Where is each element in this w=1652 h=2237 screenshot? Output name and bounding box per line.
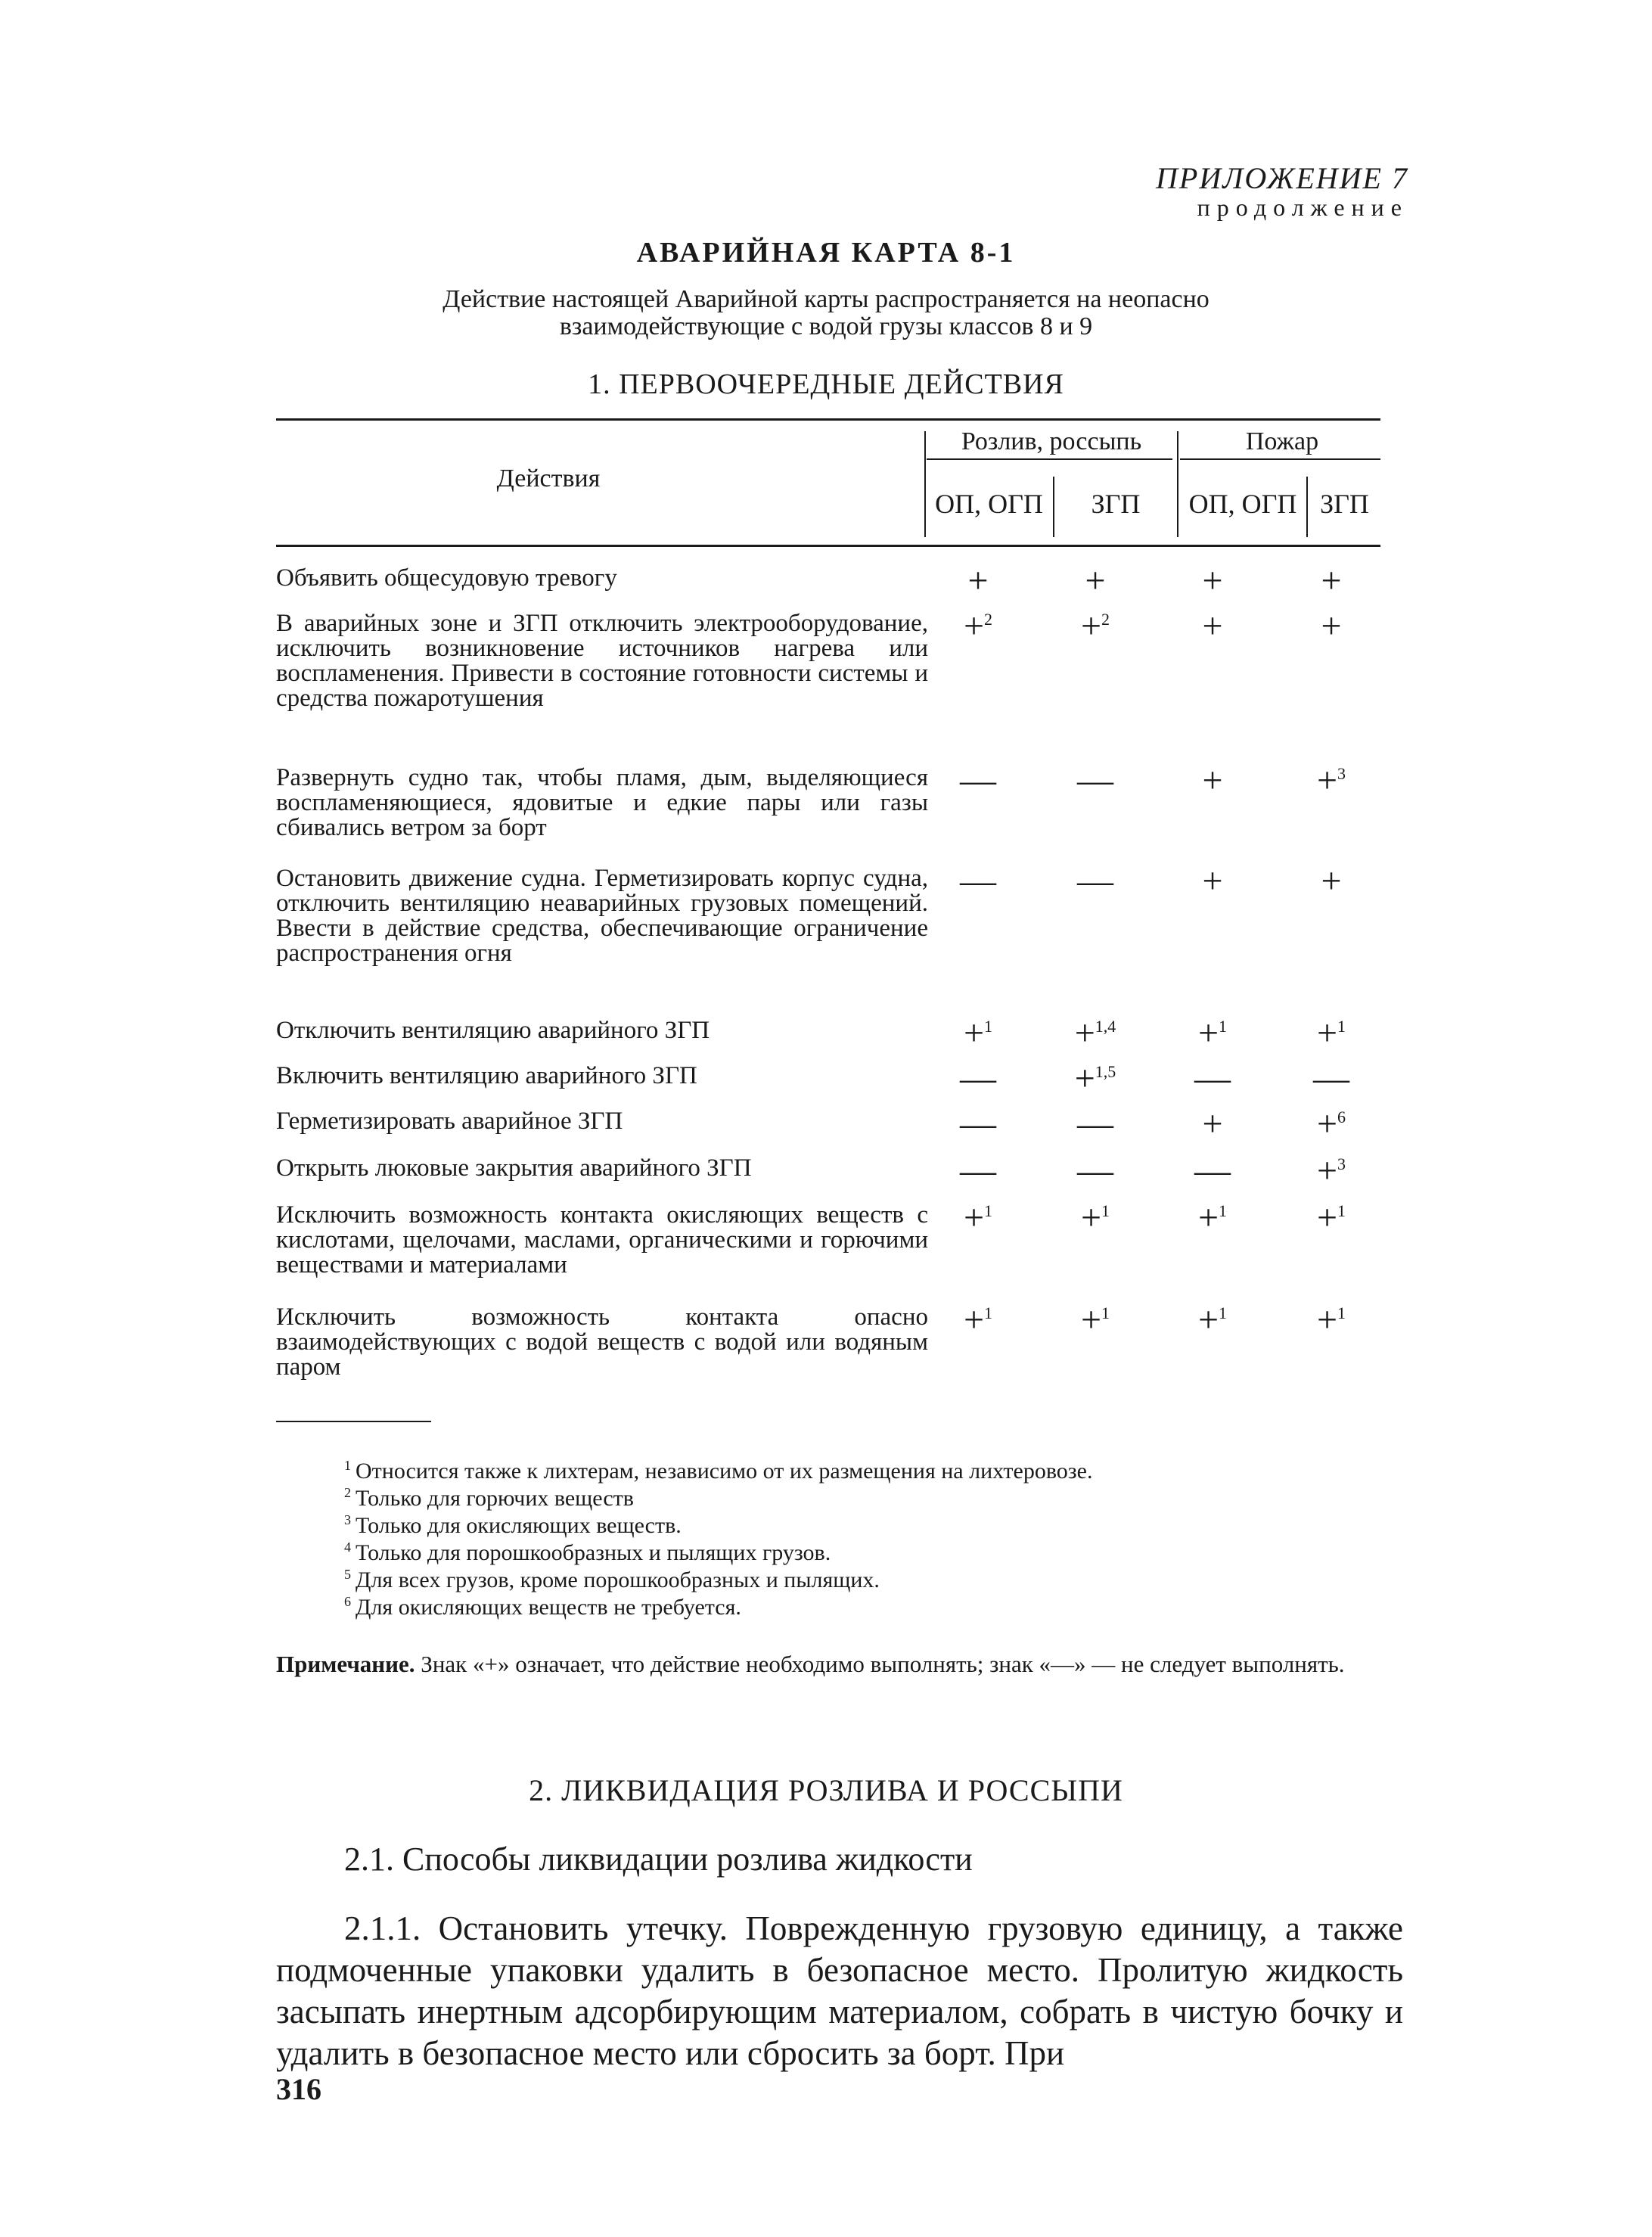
cell-fire-zgp: +$^1$ (1316, 1300, 1346, 1340)
cell-fire-zgp: +$^1$ (1316, 1198, 1346, 1238)
page-number: 316 (276, 2072, 321, 2106)
cell-spill-zgp: — (1077, 1104, 1113, 1144)
cell-spill-op: +$^1$ (963, 1300, 993, 1340)
footnote: $^2$ Только для горючих веществ (344, 1485, 634, 1511)
cell-fire-zgp: +$^1$ (1316, 1013, 1346, 1053)
cell-spill-zgp: — (1077, 861, 1113, 901)
cell-fire-op: — (1194, 1151, 1231, 1191)
cell-spill-zgp: +$^{1,5}$ (1074, 1058, 1116, 1098)
footnote: $^3$ Только для окисляющих веществ. (344, 1512, 682, 1538)
card-title: АВАРИЙНАЯ КАРТА 8-1 (636, 237, 1016, 269)
spill-zgp-header: ЗГП (1091, 489, 1141, 519)
cell-spill-op: — (960, 760, 996, 800)
footnote: $^5$ Для всех грузов, кроме порошкообразных и пылящих. (344, 1567, 880, 1592)
table-vline-4 (1306, 477, 1308, 537)
table-row-action: Герметизировать аварийное ЗГП (276, 1108, 623, 1135)
cell-spill-op: — (960, 1058, 996, 1098)
table-row-action: Объявить общесудовую тревогу (276, 564, 617, 592)
appendix-label: ПРИЛОЖЕНИЕ 7 (1156, 161, 1408, 195)
note (276, 1651, 1411, 1678)
table-row-action: Включить вентиляцию аварийного ЗГП (276, 1062, 697, 1089)
cell-fire-zgp: + (1321, 861, 1342, 901)
cell-fire-zgp: +$^3$ (1316, 1151, 1346, 1191)
table-top-rule (276, 418, 1380, 421)
cell-fire-op: — (1194, 1058, 1231, 1098)
section-1-title: 1. ПЕРВООЧЕРЕДНЫЕ ДЕЙСТВИЯ (588, 368, 1064, 400)
footnote: $^1$ Относится также к лихтерам, независимо от их размещения на лихтеровозе. (344, 1458, 1093, 1484)
col-actions-header: Действия (496, 464, 601, 492)
intro-line-1: Действие настоящей Аварийной карты распространяется на неопасно (442, 285, 1210, 313)
continuation-label: продолжение (1197, 194, 1408, 221)
table-header-rule (276, 545, 1380, 547)
spill-group-rule (927, 458, 1172, 460)
fire-op-ogp-header: ОП, ОГП (1188, 489, 1297, 519)
cell-fire-op: + (1202, 760, 1223, 800)
table-row-action: Развернуть судно так, чтобы пламя, дым, выделяющиеся воспламеняющиеся, ядовитые и едкие пары или газы сбивались ветром за борт (276, 764, 928, 841)
cell-spill-zgp: + (1085, 561, 1106, 601)
table-vline-2 (1053, 477, 1054, 537)
note-label: Примечание. (276, 1651, 415, 1677)
note-text: Знак «+» означает, что действие необходимо выполнять; знак «—» — не следует выполнять. (415, 1651, 1345, 1677)
cell-spill-zgp: +$^1$ (1080, 1300, 1110, 1340)
cell-spill-zgp: +$^{1,4}$ (1074, 1013, 1116, 1053)
spill-group-header: Розлив, россыпь (961, 427, 1142, 455)
footnote: $^4$ Только для порошкообразных и пылящих грузов. (344, 1539, 831, 1565)
table-row-action: В аварийных зоне и ЗГП отключить электрооборудование, исключить возникновение источников нагрева или воспламенения. Привести в состояние готовности системы и средства пожаротушения (276, 610, 928, 712)
intro-text (0, 286, 1652, 340)
footnote: $^6$ Для окисляющих веществ не требуется. (344, 1594, 741, 1620)
cell-spill-op: +$^2$ (963, 606, 993, 646)
section-2-title: 2. ЛИКВИДАЦИЯ РОЗЛИВА И РОССЫПИ (529, 1773, 1123, 1807)
cell-spill-op: — (960, 1151, 996, 1191)
cell-fire-zgp: +$^3$ (1316, 760, 1346, 800)
table-row-action: Остановить движение судна. Герметизировать корпус судна, отключить вентиляцию неаварийных грузовых помещений. Ввести в действие средства, обеспечивающие ограничение распространения огня (276, 865, 928, 967)
fire-group-rule (1180, 458, 1380, 460)
table-row-action: Отключить вентиляцию аварийного ЗГП (276, 1017, 710, 1044)
cell-fire-op: +$^1$ (1197, 1198, 1228, 1238)
cell-fire-op: +$^1$ (1197, 1300, 1228, 1340)
cell-fire-zgp: + (1321, 561, 1342, 601)
table-vline-1 (924, 431, 926, 537)
cell-fire-op: + (1202, 561, 1223, 601)
fire-group-header: Пожар (1245, 427, 1319, 455)
cell-fire-op: + (1202, 606, 1223, 646)
footnote-separator (276, 1421, 431, 1422)
intro-line-2: взаимодействующие с водой грузы классов 8 и 9 (559, 312, 1093, 340)
cell-fire-op: + (1202, 1104, 1223, 1144)
cell-spill-zgp: +$^2$ (1080, 606, 1110, 646)
table-row-action: Открыть люковые закрытия аварийного ЗГП (276, 1154, 752, 1182)
cell-fire-zgp: — (1313, 1058, 1349, 1098)
cell-spill-zgp: +$^1$ (1080, 1198, 1110, 1238)
cell-fire-zgp: + (1321, 606, 1342, 646)
table-row-action: Исключить возможность контакта окисляющих веществ с кислотами, щелочами, маслами, органическими и горючими веществами и материалами (276, 1201, 928, 1279)
cell-spill-op: +$^1$ (963, 1198, 993, 1238)
cell-spill-op: — (960, 861, 996, 901)
cell-spill-op: + (967, 561, 989, 601)
cell-spill-op: — (960, 1104, 996, 1144)
table-row-action: Исключить возможность контакта опасно взаимодействующих с водой веществ с водой или водяным паром (276, 1303, 928, 1381)
fire-zgp-header: ЗГП (1320, 489, 1369, 519)
cell-spill-zgp: — (1077, 1151, 1113, 1191)
cell-spill-zgp: — (1077, 760, 1113, 800)
cell-fire-op: + (1202, 861, 1223, 901)
cell-fire-op: +$^1$ (1197, 1013, 1228, 1053)
table-vline-3 (1177, 431, 1178, 537)
body-paragraph: 2.1.1. Остановить утечку. Поврежденную грузовую единицу, а также подмоченные упаковки удалить в безопасное место. Пролитую жидкость засыпать инертным адсорбирующим материалом, собрать в чистую бочку и удалить в безопасное место или сбросить за борт. При (276, 1909, 1403, 2072)
subsection-title: 2.1. Способы ликвидации розлива жидкости (344, 1841, 973, 1878)
spill-op-ogp-header: ОП, ОГП (935, 489, 1043, 519)
cell-spill-op: +$^1$ (963, 1013, 993, 1053)
cell-fire-zgp: +$^6$ (1316, 1104, 1346, 1144)
